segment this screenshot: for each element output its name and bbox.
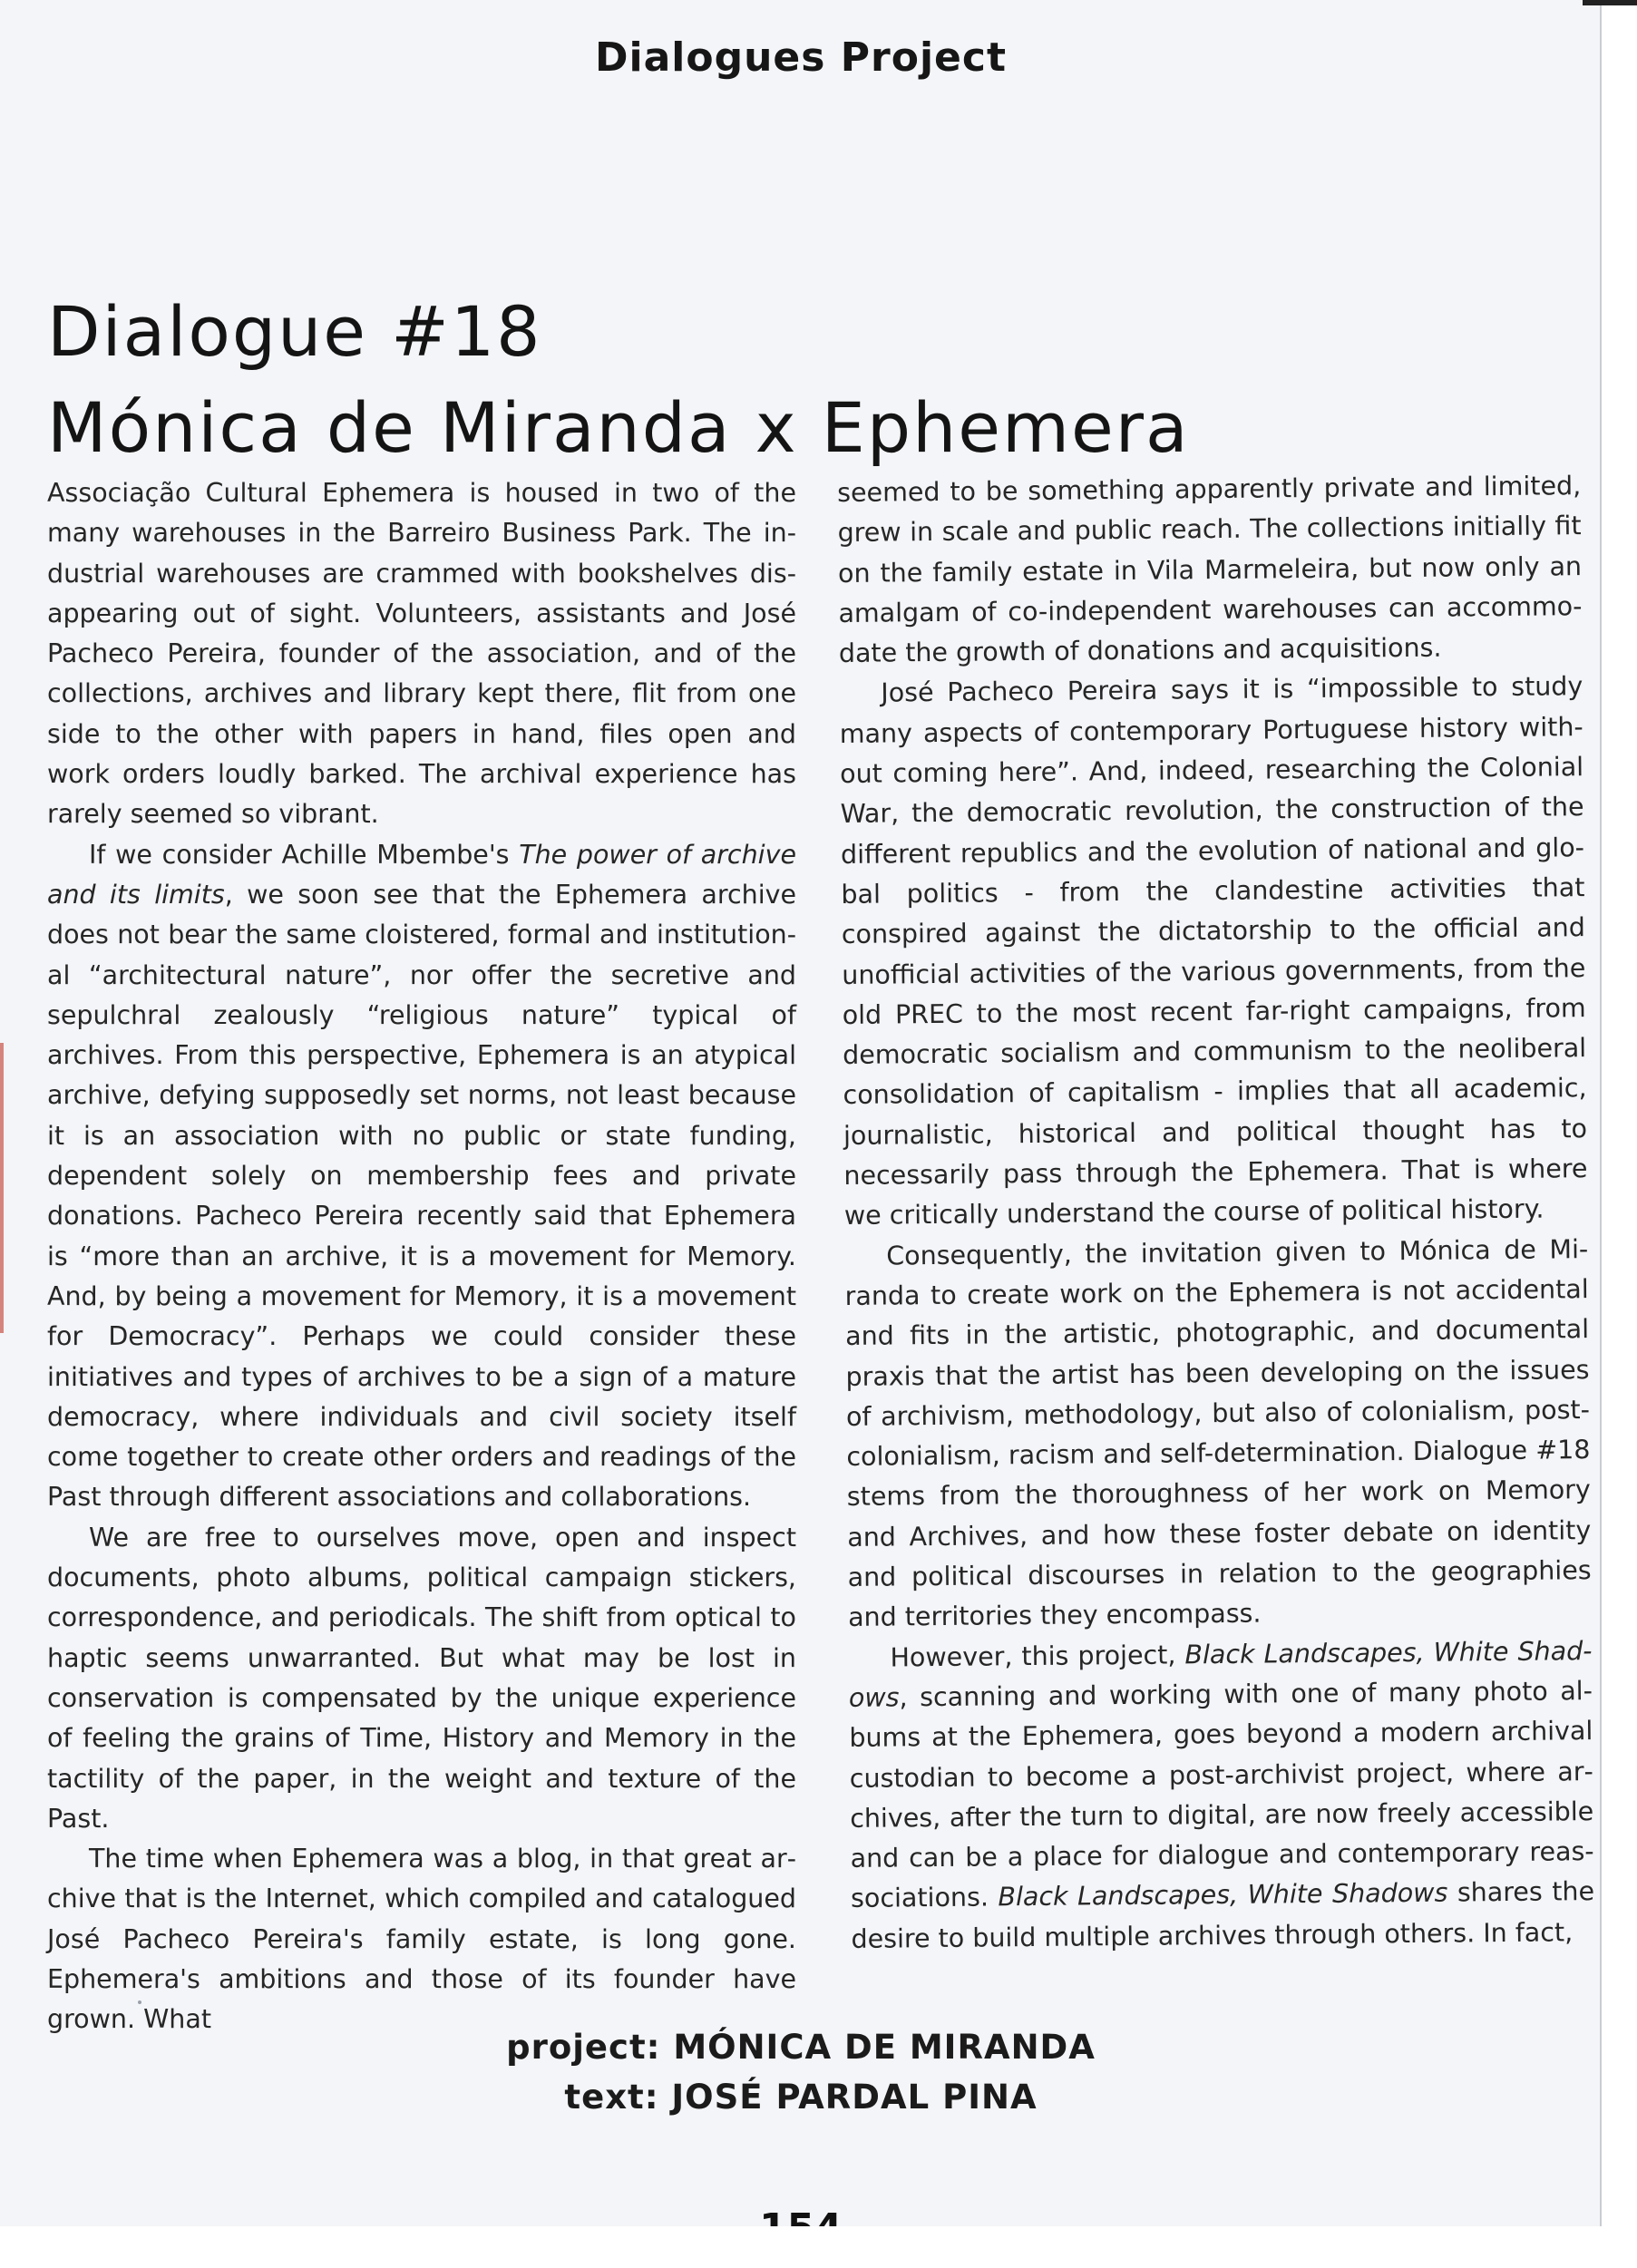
paragraph (47, 835, 796, 1518)
right-text-column (837, 466, 1595, 1960)
project-credit: project: MÓNICA DE MIRANDA (506, 2028, 1096, 2067)
paragraph-text: , scanning and working with one of many photo albums at the Ephemera, goes beyond a modern archival custodian to become a post-archivist project, where archives, after the turn to digital, are now freely accessible and can be a place for dialogue and contemporary reassociations. (849, 1675, 1594, 1914)
paragraph: Associação Cultural Ephemera is housed in two of the many warehouses in the Barreiro Business Park. The industrial warehouses are crammed with bookshelves disappearing out of sight. Volunteers, assistants and José Pacheco Pereira, founder of the association, and of the collections, archives and library kept there, flit from one side to the other with papers in hand, files open and work orders loudly barked. The archival experience has rarely seemed so vibrant. (47, 478, 796, 830)
print-speck (138, 2000, 141, 2004)
scan-margin-right (1602, 0, 1637, 2268)
paragraph (848, 1631, 1594, 1960)
paragraph: Consequently, the invitation given to Mónica de Miranda to create work on the Ephemera is not accidental and fits in the artistic, photographic, and documental praxis that the artist has been developing on the issues of archivism, methodology, but also of colonialism, postcolonialism, racism and self-determination. Dialogue #18 stems from the thoroughness of her work on Memory and Archives, and how these foster debate on identity and political discourses in relation to the geographies and territories they encompass. (844, 1233, 1592, 1633)
paragraph: seemed to be something apparently private and limited, grew in scale and public reach. The collections initially fit on the family estate in Vila Marmeleira, but now only an amalgam of co-independent warehouses can accommodate the growth of donations and acquisitions. (837, 471, 1583, 669)
corner-mark (1583, 0, 1637, 5)
page-number (0, 2202, 1602, 2226)
page-edge-tint (0, 1043, 4, 1333)
project-title: Black Landscapes, White Shadows (998, 1878, 1448, 1913)
title-line-2: Mónica de Miranda x Ephemera (47, 386, 1190, 468)
project-title: Black Landscapes, White Shadows (848, 1635, 1593, 1713)
paragraph-text: If we consider Achille Mbembe's (89, 839, 520, 870)
paragraph-text: However, this project, (890, 1639, 1185, 1673)
book-title: The power of archive and its limits (47, 839, 796, 910)
paragraph-text: shares the desire to build multiple archives through others. In fact, (851, 1876, 1595, 1954)
paragraph-text: , we soon see that the Ephemera archive does not bear the same cloistered, formal and institutional “architectural nature”, nor offer the secretive and sepulchral zealously “religious nature” typical of archives. From this perspective, Ephemera is an atypical archive, defying supposedly set norms, not least because it is an association with no public or state funding, dependent solely on membership fees and private donations. Pacheco Pereira recently said that Ephemera is “more than an archive, it is a movement for Memory. And, by being a movement for Memory, it is a movement for Democracy”. Perhaps we could consider these initiatives and types of archives to be a sign of a mature democracy, where individuals and civil society itself come together to create other orders and readings of the Past through different associations and collaborations. (47, 879, 797, 1513)
running-header: Dialogues Project (595, 34, 1007, 81)
scan-margin-bottom (0, 2226, 1637, 2268)
paragraph: We are free to ourselves move, open and inspect documents, photo albums, political campaign stickers, correspondence, and periodicals. The shift from optical to haptic seems unwarranted. But what may be lost in conservation is compensated by the unique experience of feeling the grains of Time, History and Memory in the tactility of the paper, in the weight and texture of the Past. (47, 1522, 796, 1834)
left-text-column (47, 473, 796, 2040)
article-title (47, 284, 1571, 476)
paragraph: José Pacheco Pereira says it is “impossible to study many aspects of contemporary Portuguese history without coming here”. And, indeed, researching the Colonial War, the democratic revolution, the construction of the different republics and the evolution of national and global politics - from the clandestine activities that conspired against the dictatorship to the official and unofficial activities of the various governments, from the old PREC to the most recent far-right campaigns, from democratic socialism and communism to the neoliberal consolidation of capitalism - implies that all academic, journalistic, historical and political thought has to necessarily pass through the Ephemera. That is where we critically understand the course of political history. (839, 671, 1588, 1231)
text-credit: text: JOSÉ PARDAL PINA (564, 2078, 1038, 2117)
paragraph: The time when Ephemera was a blog, in that great archive that is the Internet, which compiled and catalogued José Pacheco Pereira's family estate, is long gone. Ephemera's ambitions and those of its founder have grown. What (47, 1844, 796, 2035)
title-line-1: Dialogue #18 (47, 290, 542, 372)
credits (0, 2022, 1602, 2122)
